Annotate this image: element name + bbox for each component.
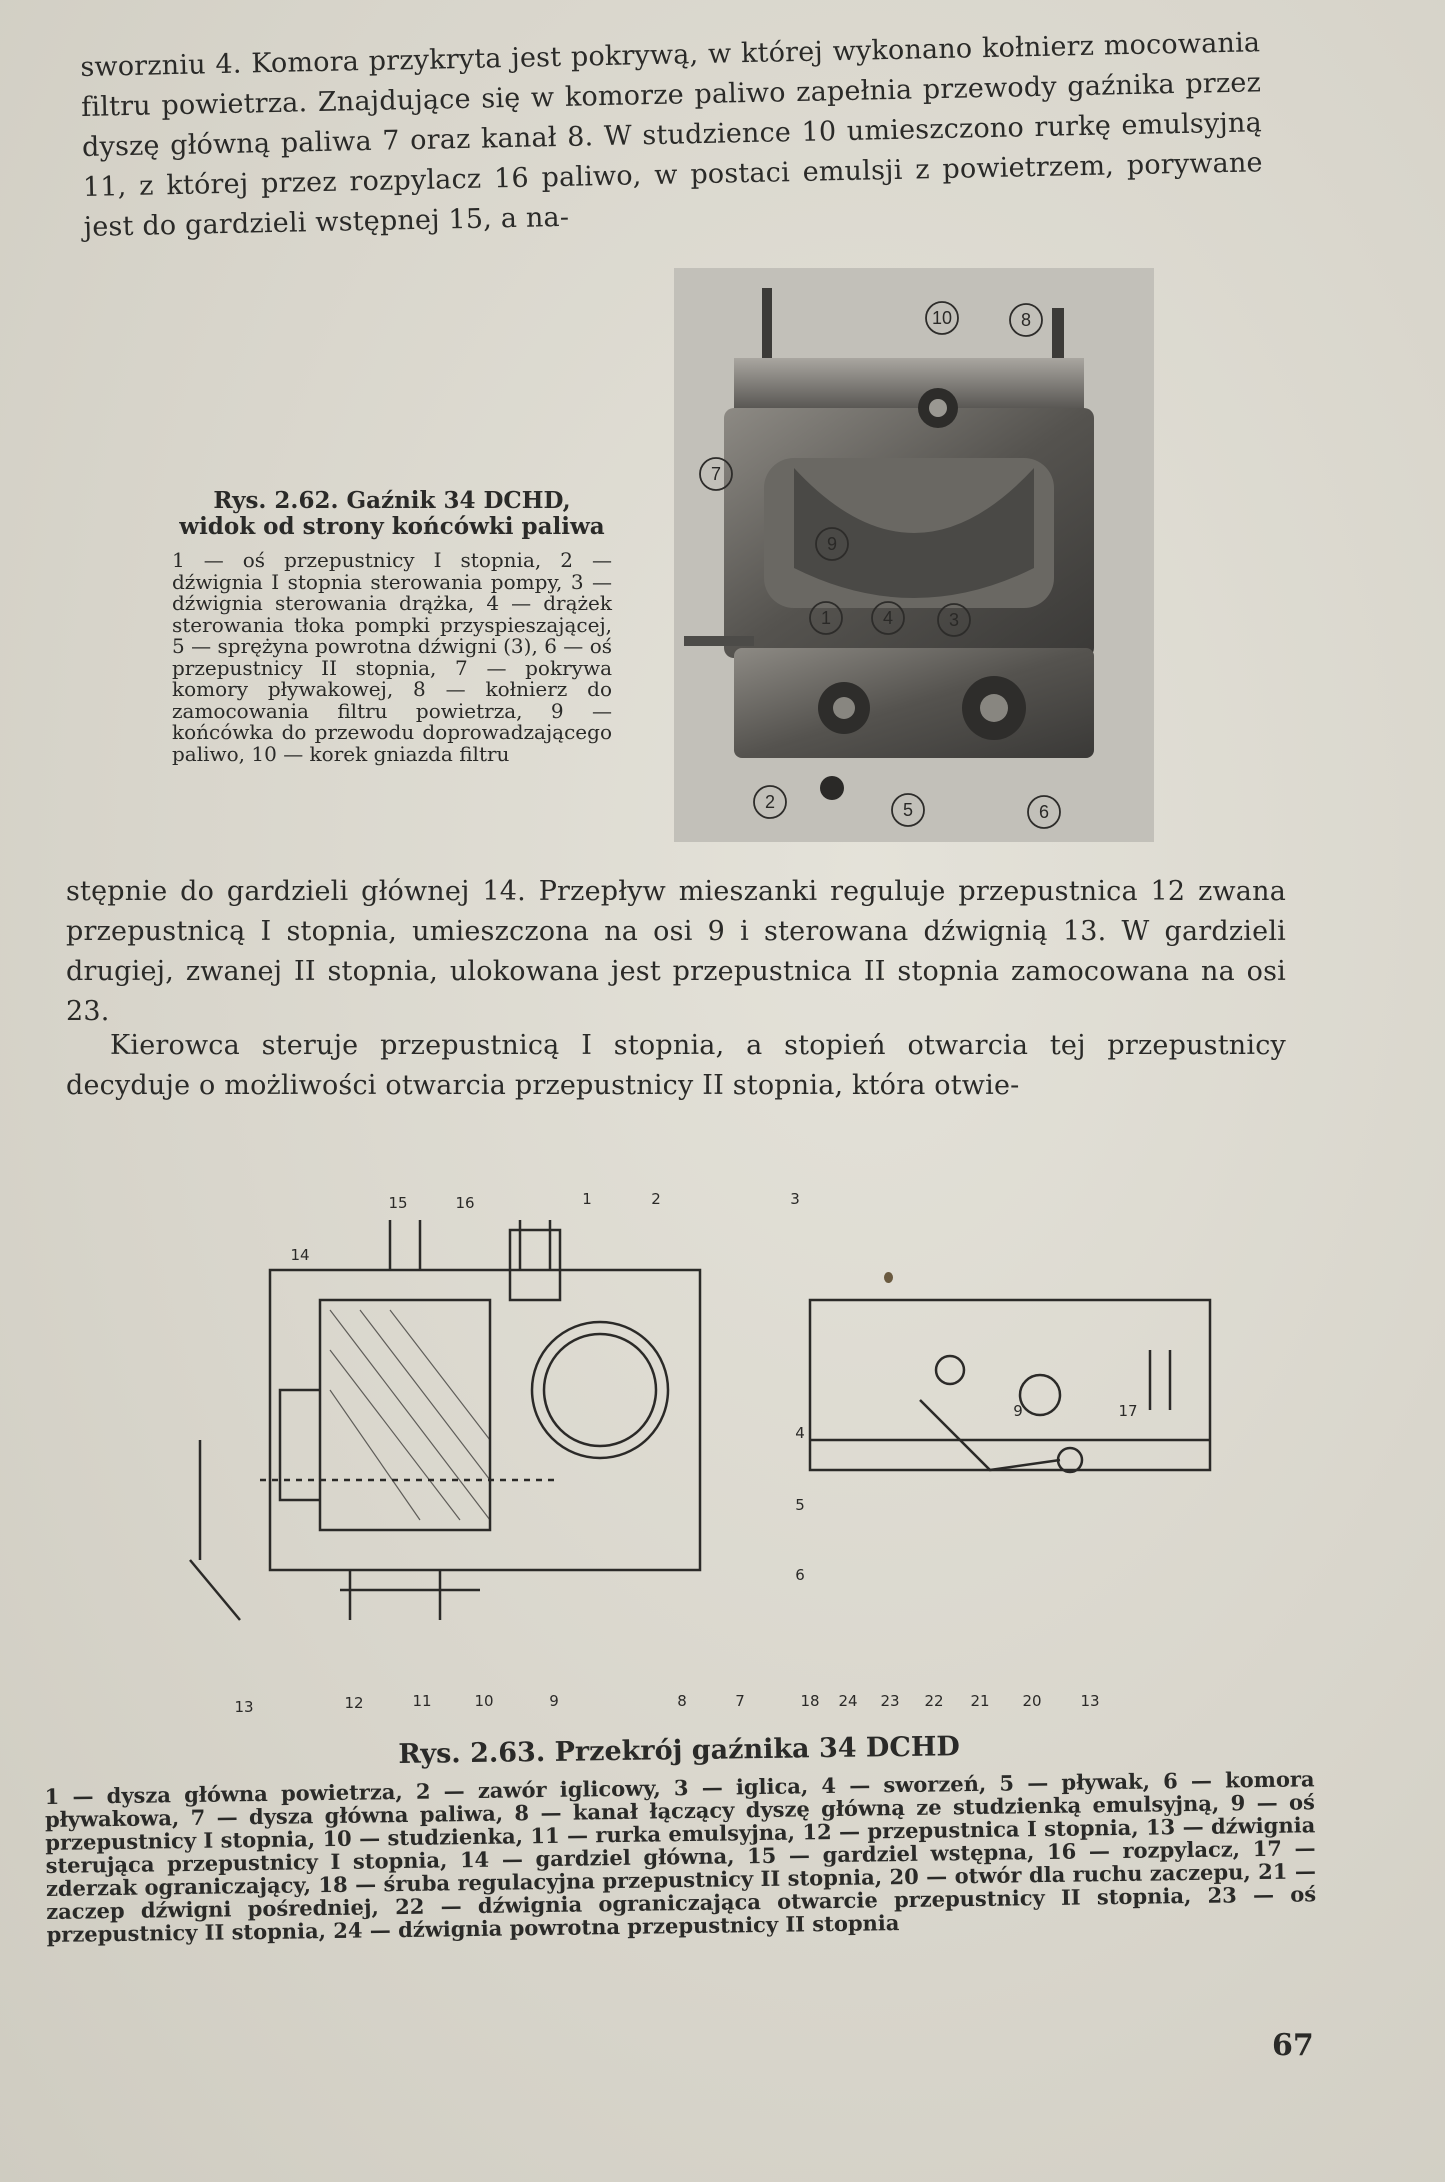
cross-section-graphic [160,1160,1220,1730]
figure-262-title: Rys. 2.62. Gaźnik 34 DCHD, widok od strony końcówki paliwa [179,487,605,540]
carburetor-photo-graphic [674,268,1154,842]
figure-262-caption [172,488,612,765]
figure-262-legend: 1 — oś przepustnicy I stopnia, 2 — dźwignia I stopnia sterowania pompy, 3 — dźwignia sterowania drążka, 4 — drążek sterowania tłoka pompki przyspieszającej, 5 — sprężyna powrotna dźwigni (3), 6 — oś przepustnicy II stopnia, 7 — pokrywa komory pływakowej, 8 — kołnierz do zamocowania filtru powietrza, 9 — końcówka do przewodu doprowadzającego paliwo, 10 — korek gniazda filtru [172,548,612,766]
figure-263-title: Rys. 2.63. Przekrój gaźnika 34 DCHD [398,1731,960,1771]
callout-10: 10 [931,308,953,328]
label-9: 9 [549,1692,559,1710]
callout-6: 6 [1038,802,1050,822]
callout-3: 3 [948,610,960,630]
label-15: 15 [388,1194,408,1212]
figure-263-legend: 1 — dysza główna powietrza, 2 — zawór iglicowy, 3 — iglica, 4 — sworzeń, 5 — pływak, 6 — komora pływakowa, 7 — dysza główna paliwa, 8 — kanał łączący dyszę główną ze studzienką emulsyjną, 9 — oś przepustnicy I stopnia, 10 — studzienka, 11 — rurka emulsyjna, 12 — przepustnica I stopnia, 13 — dźwignia sterująca przepustnicy I stopnia, 14 — gardziel główna, 15 — gardziel wstępna, 16 — rozpylacz, 17 — zderzak ograniczający, 18 — śruba regulacyjna przepustnicy II stopnia, 20 — otwór dla ruchu zaczepu, 21 — zaczep dźwigni pośredniej, 22 — dźwignia ograniczająca otwarcie przepustnicy II stopnia, 23 — oś przepustnicy II stopnia, 24 — dźwignia powrotna przepustnicy II stopnia [44,1766,1317,1947]
label-7: 7 [735,1692,745,1710]
callout-5: 5 [902,800,914,820]
label-24: 24 [838,1692,858,1710]
label-20: 20 [1022,1692,1042,1710]
label-10: 10 [474,1692,494,1710]
label-4: 4 [795,1424,805,1442]
label-2: 2 [651,1190,661,1208]
callout-8: 8 [1020,310,1032,330]
label-9b: 9 [1013,1402,1023,1420]
carburetor-photo [674,268,1154,842]
label-5: 5 [795,1496,805,1514]
label-12: 12 [344,1694,364,1712]
label-6: 6 [795,1566,805,1584]
figure-263-caption [44,1730,1317,1946]
top-paragraph: sworzniu 4. Komora przykryta jest pokrywą, w której wykonano kołnierz mocowania filtru powietrza. Znajdujące się w komorze paliwo zapełnia przewody gaźnika przez dyszę główną paliwa 7 oraz kanał 8. W studzience 10 umieszczono rurkę emulsyjną 11, z której przez rozpylacz 16 paliwo, w postaci emulsji z powietrzem, porywane jest do gardzieli wstępnej 15, a na- [80,27,1263,243]
label-14: 14 [290,1246,310,1264]
label-17: 17 [1118,1402,1138,1420]
label-11: 11 [412,1692,432,1710]
label-1: 1 [582,1190,592,1208]
label-18: 18 [800,1692,820,1710]
label-13b: 13 [1080,1692,1100,1710]
label-13: 13 [234,1698,254,1716]
page-number: 67 [1272,2028,1314,2063]
label-23: 23 [880,1692,900,1710]
callout-7: 7 [710,464,722,484]
label-8: 8 [677,1692,687,1710]
callout-2: 2 [764,792,776,812]
callout-4: 4 [882,608,894,628]
middle-paragraph-2: Kierowca steruje przepustnicą I stopnia, a stopień otwarcia tej przepustnicy decyduje o możliwości otwarcia przepustnicy II stopnia, która otwie- [66,1030,1286,1101]
label-16: 16 [455,1194,475,1212]
label-3: 3 [790,1190,800,1208]
callout-9: 9 [826,534,838,554]
carburetor-cross-section-drawing [160,1160,1220,1730]
callout-1: 1 [820,608,832,628]
label-22: 22 [924,1692,944,1710]
ink-spot [884,1272,893,1283]
middle-paragraph-1: stępnie do gardzieli głównej 14. Przepływ mieszanki reguluje przepustnica 12 zwana przepustnicą I stopnia, umieszczona na osi 9 i sterowana dźwignią 13. W gardzieli drugiej, zwanej II stopnia, ulokowana jest przepustnica II stopnia zamocowana na osi 23. [66,876,1286,1027]
label-21: 21 [970,1692,990,1710]
